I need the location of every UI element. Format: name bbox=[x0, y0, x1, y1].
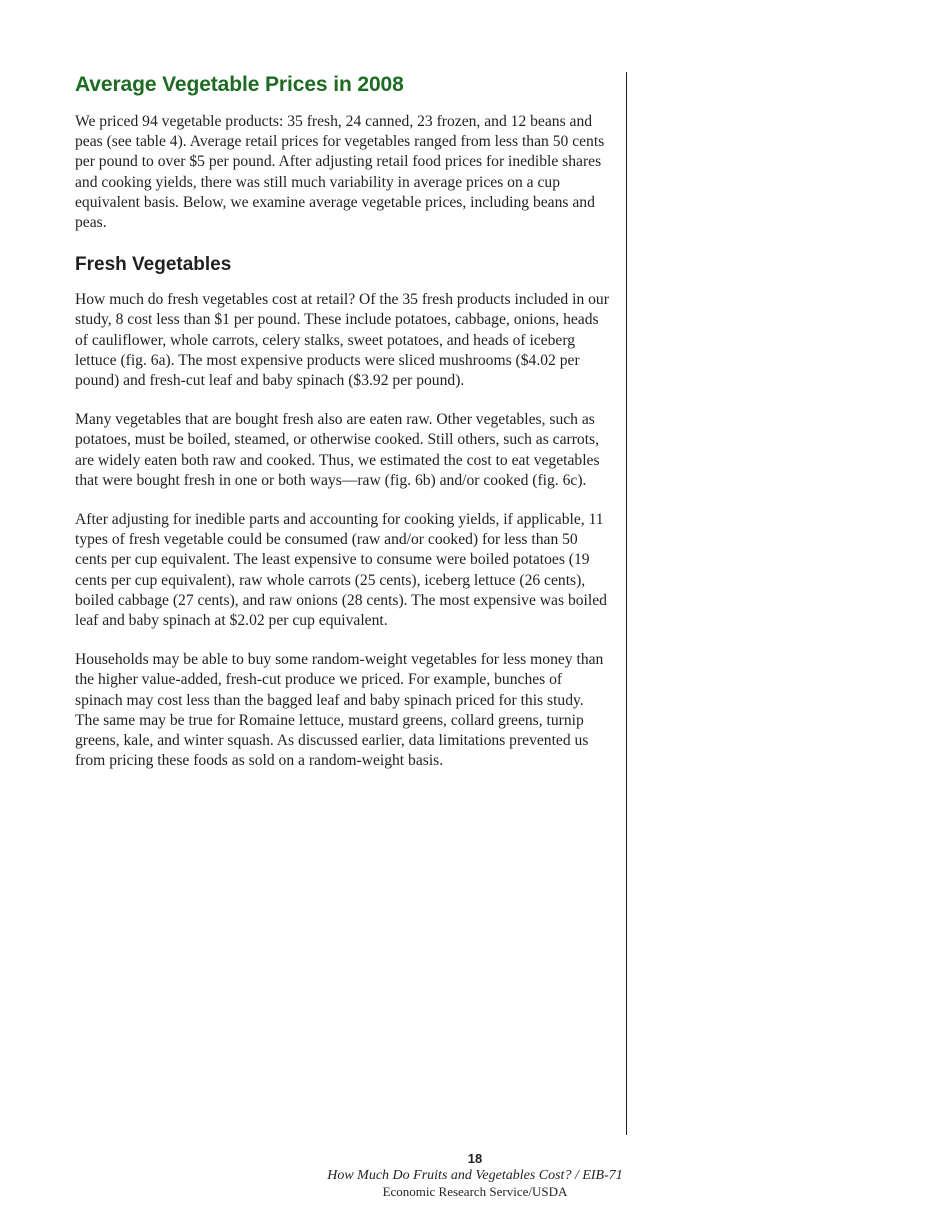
paragraph-cup-equivalent: After adjusting for inedible parts and accounting for cooking yields, if applicable, 11 types of fresh vegetable could be consumed (raw and/or cooked) for less than 50 cents per cup equivalent. The least expensive to consume were boiled potatoes (19 cents per cup equivalent), raw whole carrots (25 cents), iceberg lettuce (26 cents), boiled cabbage (27 cents), and raw onions (28 cents). The most expensive was boiled leaf and baby spinach at $2.02 per cup equivalent. bbox=[75, 511, 607, 630]
section-title: Average Vegetable Prices in 2008 bbox=[75, 73, 404, 96]
page-number: 18 bbox=[467, 1151, 483, 1166]
agency-name: Economic Research Service/USDA bbox=[382, 1184, 568, 1199]
paragraph-random-weight: Households may be able to buy some random-weight vegetables for less money than the higher value-added, fresh-cut produce we priced. For example, bunches of spinach may cost less than the bagged leaf and baby spinach priced for this study. The same may be true for Romaine lettuce, mustard greens, collard greens, turnip greens, kale, and winter squash. As discussed earlier, data limitations prevented us from pricing these foods as sold on a random-weight basis. bbox=[75, 651, 604, 770]
paragraph-fresh-prices: How much do fresh vegetables cost at retail? Of the 35 fresh products included in our study, 8 cost less than $1 per pound. These include potatoes, cabbage, onions, heads of cauliflower, whole carrots, celery stalks, sweet potatoes, and heads of iceberg lettuce (fig. 6a). The most expensive products were sliced mushrooms ($4.02 per pound) and fresh-cut leaf and baby spinach ($3.92 per pound). bbox=[75, 291, 609, 390]
subsection-title: Fresh Vegetables bbox=[75, 254, 232, 276]
main-content bbox=[75, 70, 610, 790]
column-divider bbox=[626, 72, 627, 1135]
intro-paragraph: We priced 94 vegetable products: 35 fresh, 24 canned, 23 frozen, and 12 beans and peas (see table 4). Average retail prices for vegetables ranged from less than 50 cents per pound to over $5 per pound. After adjusting retail food prices for inedible shares and cooking yields, there was still much variability in average prices on a cup equivalent basis. Below, we examine average vegetable prices, including beans and peas. bbox=[75, 113, 605, 232]
publication-title: How Much Do Fruits and Vegetables Cost? / EIB-71 bbox=[327, 1168, 623, 1183]
paragraph-raw-cooked: Many vegetables that are bought fresh also are eaten raw. Other vegetables, such as potatoes, must be boiled, steamed, or otherwise cooked. Still others, such as carrots, are widely eaten both raw and cooked. Thus, we estimated the cost to eat vegetables that were bought fresh in one or both ways—raw (fig. 6b) and/or cooked (fig. 6c). bbox=[75, 411, 600, 489]
page-footer bbox=[0, 1150, 950, 1200]
